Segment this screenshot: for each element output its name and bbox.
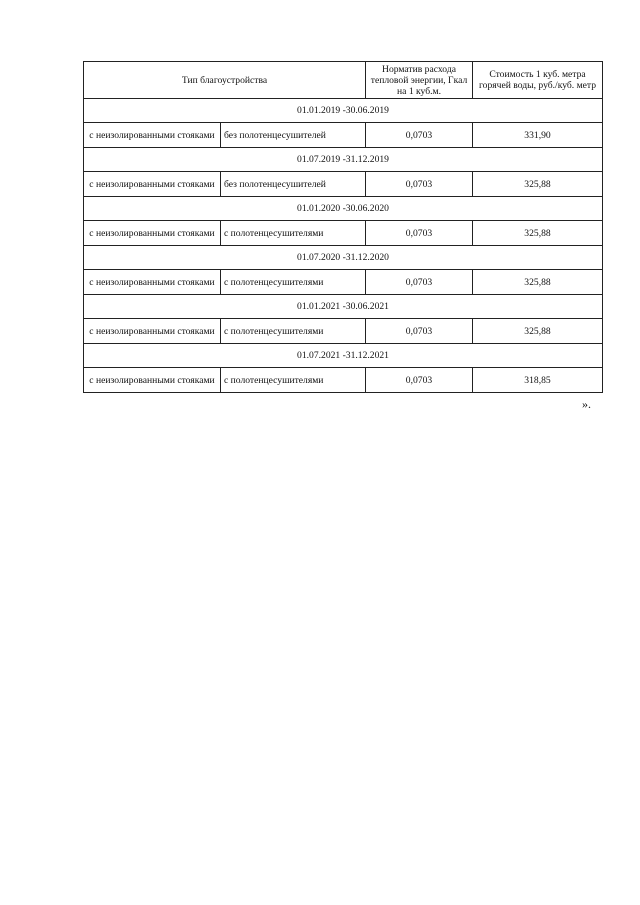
period-row <box>84 99 603 123</box>
tariff-table <box>83 61 603 393</box>
period-row <box>84 344 603 368</box>
dryer-cell: с полотенцесушителями <box>221 270 366 295</box>
riser-cell: с неизолированными стояками <box>84 368 221 393</box>
table-header-row <box>84 62 603 99</box>
cost-cell: 325,88 <box>473 172 603 197</box>
cost-cell: 325,88 <box>473 221 603 246</box>
period-row <box>84 295 603 319</box>
period-row <box>84 197 603 221</box>
norm-cell: 0,0703 <box>366 368 473 393</box>
norm-cell: 0,0703 <box>366 221 473 246</box>
closing-quote-mark: ». <box>582 397 591 411</box>
table-row <box>84 368 603 393</box>
riser-cell: с неизолированными стояками <box>84 319 221 344</box>
riser-cell: с неизолированными стояками <box>84 221 221 246</box>
norm-cell: 0,0703 <box>366 270 473 295</box>
cost-cell: 325,88 <box>473 270 603 295</box>
cost-cell: 318,85 <box>473 368 603 393</box>
dryer-cell: с полотенцесушителями <box>221 368 366 393</box>
table-row <box>84 270 603 295</box>
riser-cell: с неизолированными стояками <box>84 123 221 148</box>
norm-cell: 0,0703 <box>366 172 473 197</box>
period-label: 01.01.2021 -30.06.2021 <box>84 295 603 319</box>
table-row <box>84 221 603 246</box>
header-norm: Норматив расхода тепловой энергии, Гкал на 1 куб.м. <box>366 62 473 99</box>
dryer-cell: с полотенцесушителями <box>221 221 366 246</box>
riser-cell: с неизолированными стояками <box>84 270 221 295</box>
header-type: Тип благоустройства <box>84 62 366 99</box>
table-row <box>84 319 603 344</box>
cost-cell: 331,90 <box>473 123 603 148</box>
dryer-cell: без полотенцесушителей <box>221 123 366 148</box>
header-cost: Стоимость 1 куб. метра горячей воды, руб./куб. метр <box>473 62 603 99</box>
period-label: 01.07.2021 -31.12.2021 <box>84 344 603 368</box>
period-label: 01.01.2020 -30.06.2020 <box>84 197 603 221</box>
period-label: 01.07.2020 -31.12.2020 <box>84 246 603 270</box>
norm-cell: 0,0703 <box>366 123 473 148</box>
norm-cell: 0,0703 <box>366 319 473 344</box>
period-label: 01.01.2019 -30.06.2019 <box>84 99 603 123</box>
table-row <box>84 172 603 197</box>
dryer-cell: с полотенцесушителями <box>221 319 366 344</box>
period-row <box>84 148 603 172</box>
period-label: 01.07.2019 -31.12.2019 <box>84 148 603 172</box>
period-row <box>84 246 603 270</box>
table-row <box>84 123 603 148</box>
dryer-cell: без полотенцесушителей <box>221 172 366 197</box>
riser-cell: с неизолированными стояками <box>84 172 221 197</box>
cost-cell: 325,88 <box>473 319 603 344</box>
